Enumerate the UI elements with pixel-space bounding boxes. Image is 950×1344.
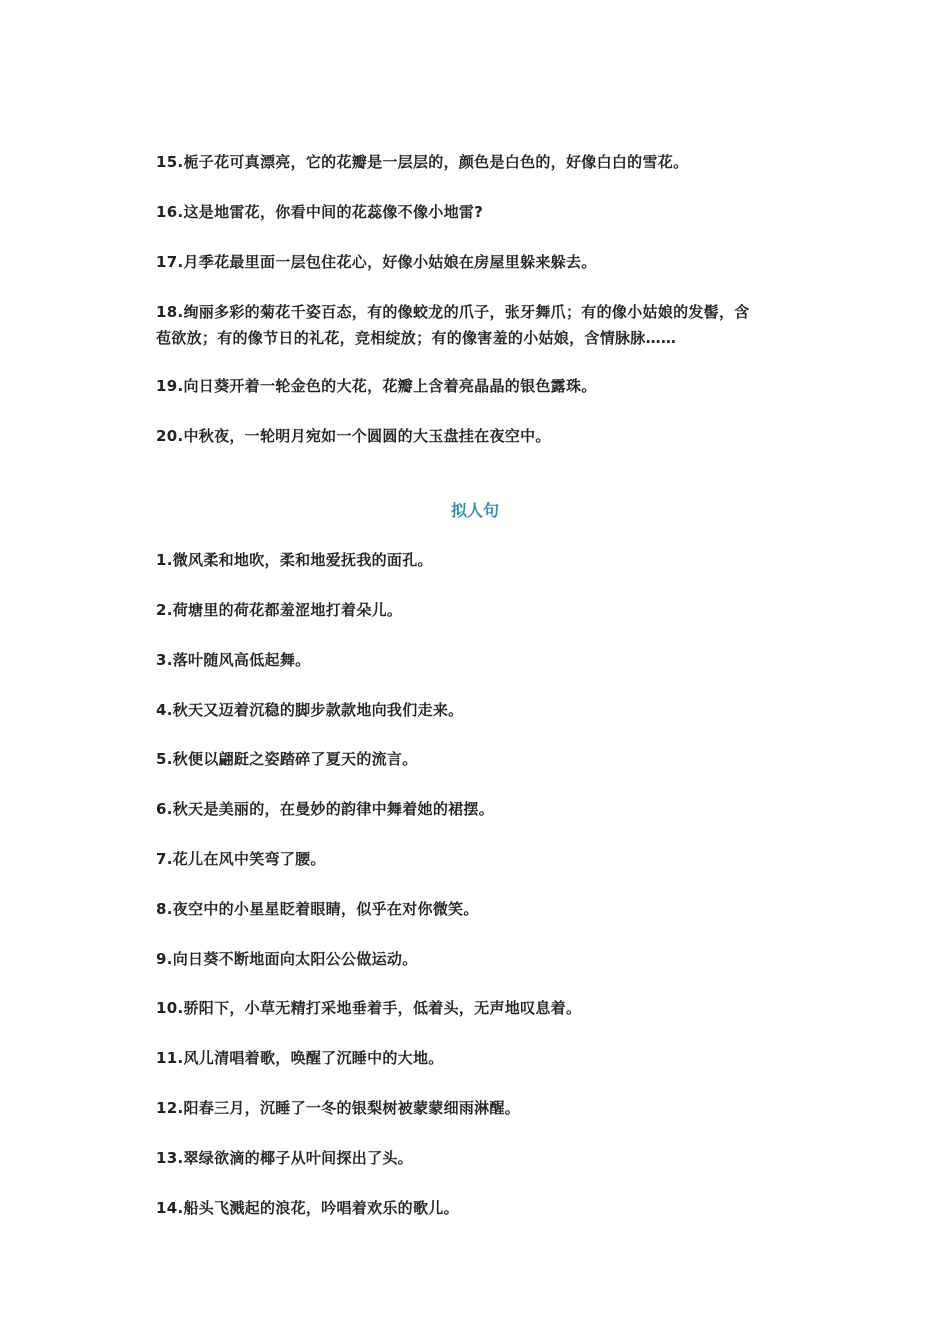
sentence-18-line-1: 18.绚丽多彩的菊花千姿百态，有的像蛟龙的爪子，张牙舞爪；有的像小姑娘的发髻，含 [156,303,750,321]
personification-10: 10.骄阳下，小草无精打采地垂着手，低着头，无声地叹息着。 [156,999,582,1017]
personification-5: 5.秋便以翩跹之姿踏碎了夏天的流言。 [156,750,418,768]
personification-7: 7.花儿在风中笑弯了腰。 [156,850,326,868]
personification-2: 2.荷塘里的荷花都羞涩地打着朵儿。 [156,601,403,619]
sentence-17: 17.月季花最里面一层包住花心，好像小姑娘在房屋里躲来躲去。 [156,253,597,271]
personification-14: 14.船头飞溅起的浪花，吟唱着欢乐的歌儿。 [156,1199,459,1217]
personification-11: 11.风儿清唱着歌，唤醒了沉睡中的大地。 [156,1049,444,1067]
sentence-19: 19.向日葵开着一轮金色的大花，花瓣上含着亮晶晶的银色露珠。 [156,377,597,395]
personification-13: 13.翠绿欲滴的椰子从叶间探出了头。 [156,1149,413,1167]
sentence-16: 16.这是地雷花，你看中间的花蕊像不像小地雷? [156,203,484,221]
personification-3: 3.落叶随风高低起舞。 [156,651,311,669]
personification-1: 1.微风柔和地吹，柔和地爱抚我的面孔。 [156,551,433,569]
personification-4: 4.秋天又迈着沉稳的脚步款款地向我们走来。 [156,701,464,719]
sentence-15: 15.栀子花可真漂亮，它的花瓣是一层层的，颜色是白色的，好像白白的雪花。 [156,153,689,171]
section-heading-personification: 拟人句 [450,501,499,520]
personification-6: 6.秋天是美丽的，在曼妙的韵律中舞着她的裙摆。 [156,800,495,818]
personification-12: 12.阳春三月，沉睡了一冬的银梨树被蒙蒙细雨淋醒。 [156,1099,521,1117]
sentence-18-line-2: 苞欲放；有的像节日的礼花，竞相绽放；有的像害羞的小姑娘，含情脉脉…… [156,329,677,347]
personification-9: 9.向日葵不断地面向太阳公公做运动。 [156,950,418,968]
sentence-20: 20.中秋夜，一轮明月宛如一个圆圆的大玉盘挂在夜空中。 [156,427,551,445]
personification-8: 8.夜空中的小星星眨着眼睛，似乎在对你微笑。 [156,900,479,918]
